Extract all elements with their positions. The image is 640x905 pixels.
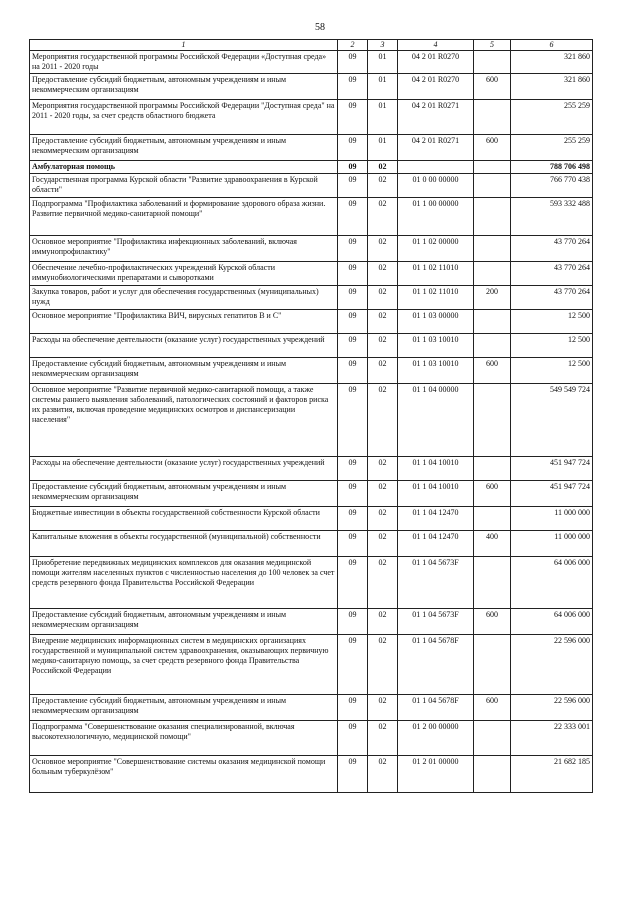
section-code-cell: 09 <box>338 100 368 135</box>
target-article-code-cell: 01 1 02 11010 <box>398 262 474 286</box>
expense-type-code-cell <box>474 100 511 135</box>
section-code-cell: 09 <box>338 756 368 793</box>
item-name-cell: Амбулаторная помощь <box>30 161 338 174</box>
item-name-cell: Предоставление субсидий бюджетным, автономным учреждениям и иным некоммерческим организациям <box>30 695 338 721</box>
table-body <box>30 51 593 793</box>
target-article-code-cell: 01 0 00 00000 <box>398 174 474 198</box>
expense-type-code-cell <box>474 334 511 358</box>
section-code-cell: 09 <box>338 198 368 236</box>
amount-cell: 21 682 185 <box>511 756 593 793</box>
item-name-cell: Основное мероприятие "Профилактика ВИЧ, вирусных гепатитов В и С" <box>30 310 338 334</box>
subsection-code-cell: 02 <box>368 557 398 609</box>
amount-cell: 22 596 000 <box>511 635 593 695</box>
table-row <box>30 161 593 174</box>
section-code-cell: 09 <box>338 531 368 557</box>
subsection-code-cell: 01 <box>368 74 398 100</box>
table-row <box>30 262 593 286</box>
amount-cell: 255 259 <box>511 100 593 135</box>
amount-cell: 64 006 000 <box>511 609 593 635</box>
section-code-cell: 09 <box>338 384 368 457</box>
target-article-code-cell: 01 1 04 5678F <box>398 695 474 721</box>
target-article-code-cell: 01 1 03 10010 <box>398 358 474 384</box>
subsection-code-cell: 02 <box>368 236 398 262</box>
target-article-code-cell: 01 1 02 00000 <box>398 236 474 262</box>
subsection-code-cell: 01 <box>368 100 398 135</box>
item-name-cell: Основное мероприятие "Развитие первичной медико-санитарной помощи, а также системы раннего выявления заболеваний, патологических состояний и факторов риска их развития, включая проведение медицинских осмотров и диспансеризации населения" <box>30 384 338 457</box>
table-row <box>30 198 593 236</box>
expense-type-code-cell <box>474 721 511 756</box>
amount-cell: 788 706 498 <box>511 161 593 174</box>
section-code-cell: 09 <box>338 635 368 695</box>
target-article-code-cell: 01 1 04 5673F <box>398 557 474 609</box>
amount-cell: 321 860 <box>511 51 593 74</box>
expense-type-code-cell: 400 <box>474 531 511 557</box>
subsection-code-cell: 02 <box>368 457 398 481</box>
amount-cell: 451 947 724 <box>511 457 593 481</box>
target-article-code-cell: 01 1 00 00000 <box>398 198 474 236</box>
expense-type-code-cell <box>474 198 511 236</box>
expense-type-code-cell <box>474 635 511 695</box>
expense-type-code-cell <box>474 310 511 334</box>
section-code-cell: 09 <box>338 286 368 310</box>
section-code-cell: 09 <box>338 51 368 74</box>
table-row <box>30 358 593 384</box>
section-code-cell: 09 <box>338 457 368 481</box>
item-name-cell: Предоставление субсидий бюджетным, автономным учреждениям и иным некоммерческим организациям <box>30 358 338 384</box>
section-code-cell: 09 <box>338 174 368 198</box>
page-number: 58 <box>315 22 325 33</box>
item-name-cell: Основное мероприятие "Профилактика инфекционных заболеваний, включая иммунопрофилактику" <box>30 236 338 262</box>
target-article-code-cell: 01 2 01 00000 <box>398 756 474 793</box>
subsection-code-cell: 02 <box>368 198 398 236</box>
expense-type-code-cell: 600 <box>474 358 511 384</box>
amount-cell: 11 000 000 <box>511 531 593 557</box>
subsection-code-cell: 02 <box>368 481 398 507</box>
target-article-code-cell: 01 1 03 10010 <box>398 334 474 358</box>
target-article-code-cell: 04 2 01 R0270 <box>398 74 474 100</box>
target-article-code-cell: 04 2 01 R0271 <box>398 135 474 161</box>
section-code-cell: 09 <box>338 358 368 384</box>
table-row <box>30 236 593 262</box>
table-row <box>30 507 593 531</box>
column-header: 1 <box>30 40 338 51</box>
subsection-code-cell: 02 <box>368 161 398 174</box>
section-code-cell: 09 <box>338 135 368 161</box>
item-name-cell: Расходы на обеспечение деятельности (оказание услуг) государственных учреждений <box>30 334 338 358</box>
column-header: 6 <box>511 40 593 51</box>
expense-type-code-cell <box>474 236 511 262</box>
item-name-cell: Предоставление субсидий бюджетным, автономным учреждениям и иным некоммерческим организациям <box>30 135 338 161</box>
item-name-cell: Предоставление субсидий бюджетным, автономным учреждениям и иным некоммерческим организациям <box>30 609 338 635</box>
target-article-code-cell <box>398 161 474 174</box>
table-row <box>30 695 593 721</box>
table-row <box>30 609 593 635</box>
subsection-code-cell: 02 <box>368 695 398 721</box>
section-code-cell: 09 <box>338 557 368 609</box>
table-row <box>30 100 593 135</box>
section-code-cell: 09 <box>338 695 368 721</box>
item-name-cell: Бюджетные инвестиции в объекты государственной собственности Курской области <box>30 507 338 531</box>
table-row <box>30 481 593 507</box>
target-article-code-cell: 01 1 04 5673F <box>398 609 474 635</box>
subsection-code-cell: 02 <box>368 286 398 310</box>
subsection-code-cell: 02 <box>368 635 398 695</box>
expense-type-code-cell: 600 <box>474 481 511 507</box>
amount-cell: 321 860 <box>511 74 593 100</box>
item-name-cell: Обеспечение лечебно-профилактических учреждений Курской области иммунобиологическими препаратами и сыворотками <box>30 262 338 286</box>
item-name-cell: Государственная программа Курской области "Развитие здравоохранения в Курской области" <box>30 174 338 198</box>
subsection-code-cell: 02 <box>368 358 398 384</box>
table-row <box>30 721 593 756</box>
amount-cell: 43 770 264 <box>511 236 593 262</box>
section-code-cell: 09 <box>338 481 368 507</box>
expense-type-code-cell <box>474 557 511 609</box>
expense-type-code-cell: 600 <box>474 135 511 161</box>
subsection-code-cell: 02 <box>368 507 398 531</box>
section-code-cell: 09 <box>338 507 368 531</box>
amount-cell: 12 500 <box>511 334 593 358</box>
target-article-code-cell: 01 1 03 00000 <box>398 310 474 334</box>
target-article-code-cell: 04 2 01 R0271 <box>398 100 474 135</box>
table-row <box>30 135 593 161</box>
expense-type-code-cell: 200 <box>474 286 511 310</box>
expense-type-code-cell <box>474 51 511 74</box>
item-name-cell: Предоставление субсидий бюджетным, автономным учреждениям и иным некоммерческим организациям <box>30 481 338 507</box>
amount-cell: 549 549 724 <box>511 384 593 457</box>
section-code-cell: 09 <box>338 161 368 174</box>
section-code-cell: 09 <box>338 721 368 756</box>
subsection-code-cell: 02 <box>368 384 398 457</box>
table-row <box>30 756 593 793</box>
expense-type-code-cell: 600 <box>474 609 511 635</box>
amount-cell: 12 500 <box>511 358 593 384</box>
subsection-code-cell: 02 <box>368 609 398 635</box>
column-header: 2 <box>338 40 368 51</box>
section-code-cell: 09 <box>338 334 368 358</box>
section-code-cell: 09 <box>338 609 368 635</box>
amount-cell: 255 259 <box>511 135 593 161</box>
item-name-cell: Внедрение медицинских информационных систем в медицинских организациях государственной и муниципальной систем здравоохранения, оказывающих первичную медико-санитарную помощь, за счет средств резервного фонда Правительства Российской Федерации <box>30 635 338 695</box>
subsection-code-cell: 01 <box>368 135 398 161</box>
item-name-cell: Приобретение передвижных медицинских комплексов для оказания медицинской помощи жителям населенных пунктов с численностью населения до 100 человек за счет средств резервного фонда Правительства Российской Федерации <box>30 557 338 609</box>
column-header: 5 <box>474 40 511 51</box>
subsection-code-cell: 01 <box>368 51 398 74</box>
item-name-cell: Основное мероприятие "Совершенствование системы оказания медицинской помощи больным туберкулёзом" <box>30 756 338 793</box>
expense-type-code-cell <box>474 384 511 457</box>
target-article-code-cell: 01 1 04 12470 <box>398 507 474 531</box>
item-name-cell: Расходы на обеспечение деятельности (оказание услуг) государственных учреждений <box>30 457 338 481</box>
table-row <box>30 384 593 457</box>
target-article-code-cell: 04 2 01 R0270 <box>398 51 474 74</box>
expense-type-code-cell <box>474 756 511 793</box>
amount-cell: 22 596 000 <box>511 695 593 721</box>
expense-type-code-cell <box>474 507 511 531</box>
section-code-cell: 09 <box>338 262 368 286</box>
table-row <box>30 74 593 100</box>
target-article-code-cell: 01 1 04 10010 <box>398 481 474 507</box>
section-code-cell: 09 <box>338 74 368 100</box>
table-row <box>30 457 593 481</box>
table-row <box>30 174 593 198</box>
table-header-row <box>30 40 593 51</box>
amount-cell: 593 332 488 <box>511 198 593 236</box>
table-row <box>30 334 593 358</box>
expense-type-code-cell <box>474 457 511 481</box>
amount-cell: 451 947 724 <box>511 481 593 507</box>
expense-type-code-cell <box>474 262 511 286</box>
expense-type-code-cell: 600 <box>474 695 511 721</box>
table-row <box>30 286 593 310</box>
item-name-cell: Подпрограмма "Совершенствование оказания специализированной, включая высокотехнологичную, медицинской помощи" <box>30 721 338 756</box>
target-article-code-cell: 01 2 00 00000 <box>398 721 474 756</box>
subsection-code-cell: 02 <box>368 721 398 756</box>
amount-cell: 43 770 264 <box>511 262 593 286</box>
target-article-code-cell: 01 1 02 11010 <box>398 286 474 310</box>
section-code-cell: 09 <box>338 236 368 262</box>
table-row <box>30 51 593 74</box>
item-name-cell: Предоставление субсидий бюджетным, автономным учреждениям и иным некоммерческим организациям <box>30 74 338 100</box>
table-row <box>30 557 593 609</box>
target-article-code-cell: 01 1 04 5678F <box>398 635 474 695</box>
target-article-code-cell: 01 1 04 10010 <box>398 457 474 481</box>
item-name-cell: Подпрограмма "Профилактика заболеваний и формирование здорового образа жизни. Развитие первичной медико-санитарной помощи" <box>30 198 338 236</box>
expense-type-code-cell: 600 <box>474 74 511 100</box>
subsection-code-cell: 02 <box>368 174 398 198</box>
table-row <box>30 635 593 695</box>
expense-type-code-cell <box>474 161 511 174</box>
column-header: 4 <box>398 40 474 51</box>
subsection-code-cell: 02 <box>368 310 398 334</box>
subsection-code-cell: 02 <box>368 756 398 793</box>
item-name-cell: Капитальные вложения в объекты государственной (муниципальной) собственности <box>30 531 338 557</box>
amount-cell: 43 770 264 <box>511 286 593 310</box>
target-article-code-cell: 01 1 04 00000 <box>398 384 474 457</box>
amount-cell: 64 006 000 <box>511 557 593 609</box>
subsection-code-cell: 02 <box>368 262 398 286</box>
item-name-cell: Мероприятия государственной программы Российской Федерации "Доступная среда" на 2011 - 2020 годы, за счет средств областного бюджета <box>30 100 338 135</box>
budget-table <box>29 39 593 793</box>
amount-cell: 766 770 438 <box>511 174 593 198</box>
section-code-cell: 09 <box>338 310 368 334</box>
table-row <box>30 531 593 557</box>
expense-type-code-cell <box>474 174 511 198</box>
subsection-code-cell: 02 <box>368 531 398 557</box>
amount-cell: 11 000 000 <box>511 507 593 531</box>
item-name-cell: Мероприятия государственной программы Российской Федерации «Доступная среда» на 2011 - 2020 годы <box>30 51 338 74</box>
amount-cell: 22 333 001 <box>511 721 593 756</box>
item-name-cell: Закупка товаров, работ и услуг для обеспечения государственных (муниципальных) нужд <box>30 286 338 310</box>
column-header: 3 <box>368 40 398 51</box>
table-row <box>30 310 593 334</box>
amount-cell: 12 500 <box>511 310 593 334</box>
target-article-code-cell: 01 1 04 12470 <box>398 531 474 557</box>
subsection-code-cell: 02 <box>368 334 398 358</box>
